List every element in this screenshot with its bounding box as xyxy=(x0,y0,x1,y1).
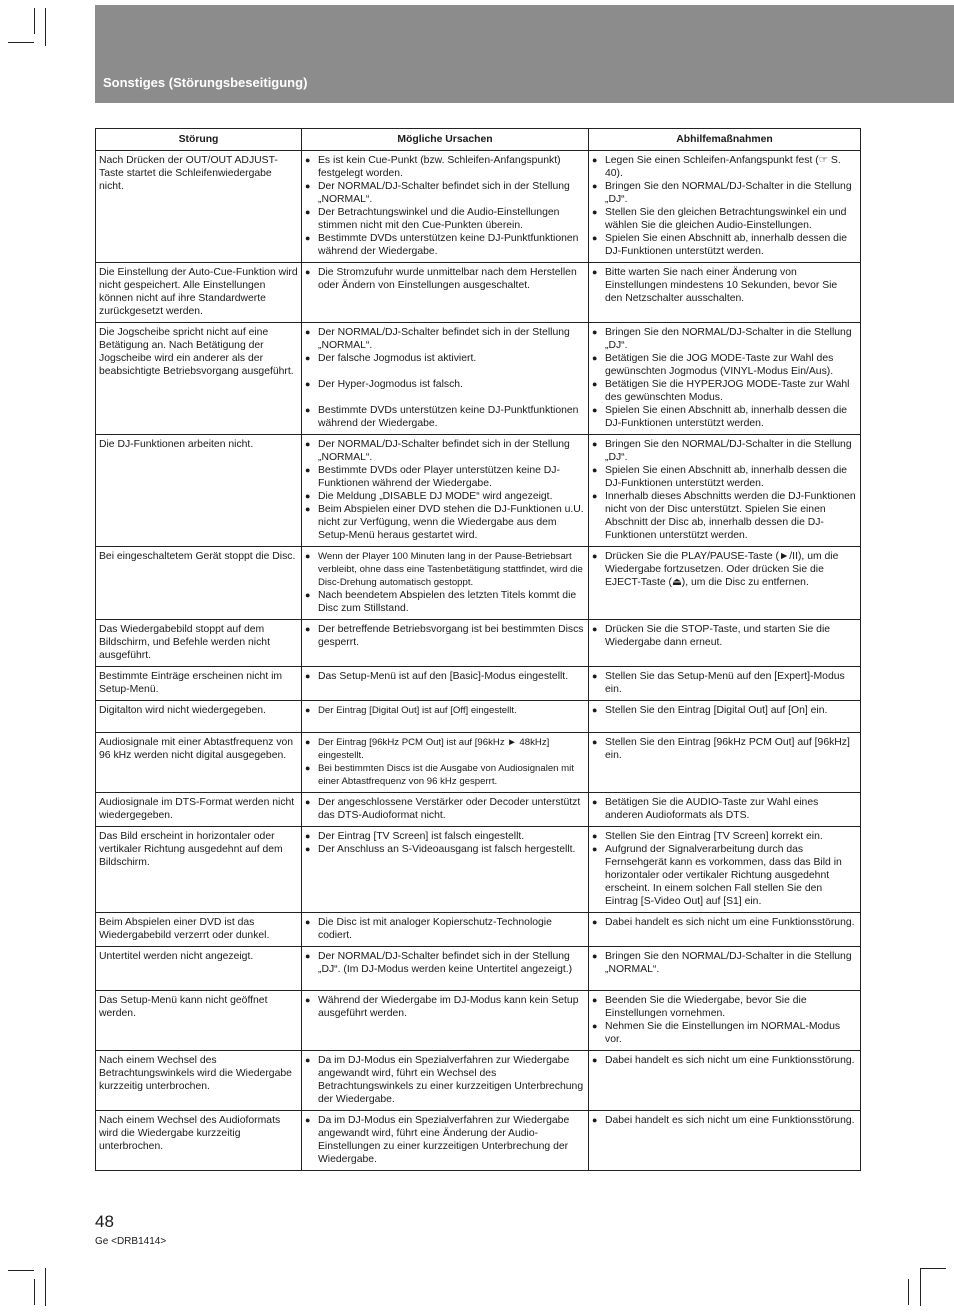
remedies-cell xyxy=(589,323,861,435)
crop-mark xyxy=(8,1270,34,1271)
causes-cell xyxy=(302,547,589,620)
remedy-item: ● Bitte warten Sie nach einer Änderung von Einstellungen mindestens 10 Sekunden, bevor Sie den Netzschalter ausschalten. xyxy=(592,266,857,305)
remedy-item: ● Nehmen Sie die Einstellungen im NORMAL-Modus vor. xyxy=(592,1020,857,1046)
remedies-cell xyxy=(589,913,861,947)
crop-mark xyxy=(45,1268,46,1306)
causes-cell xyxy=(302,701,589,733)
problem-cell: Bestimmte Einträge erscheinen nicht im Setup-Menü. xyxy=(96,667,302,701)
cause-item: ● Der angeschlossene Verstärker oder Decoder unterstützt das DTS-Audioformat nicht. xyxy=(305,796,585,822)
remedies-cell xyxy=(589,667,861,701)
remedies-cell xyxy=(589,793,861,827)
remedies-cell xyxy=(589,1051,861,1111)
crop-mark xyxy=(34,8,35,34)
remedy-item: ● Betätigen Sie die JOG MODE-Taste zur Wahl des gewünschten Jogmodus (VINYL-Modus Ein/Aus). xyxy=(592,352,857,378)
remedy-item: ● Stellen Sie den Eintrag [TV Screen] korrekt ein. xyxy=(592,830,857,843)
remedies-cell xyxy=(589,620,861,667)
problem-cell: Nach Drücken der OUT/OUT ADJUST-Taste startet die Schleifenwiedergabe nicht. xyxy=(96,151,302,263)
table-row xyxy=(96,263,861,323)
remedy-item: ● Spielen Sie einen Abschnitt ab, innerhalb dessen die DJ-Funktionen unterstützt werden. xyxy=(592,232,857,258)
remedy-item: ● Stellen Sie den gleichen Betrachtungswinkel ein und wählen Sie die gleichen Audio-Einstellungen. xyxy=(592,206,857,232)
remedies-cell xyxy=(589,151,861,263)
problem-cell: Audiosignale im DTS-Format werden nicht wiedergegeben. xyxy=(96,793,302,827)
crop-mark xyxy=(8,42,34,43)
problem-cell: Nach einem Wechsel des Audioformats wird die Wiedergabe kurzzeitig unterbrochen. xyxy=(96,1111,302,1171)
cause-item: ● Der Eintrag [TV Screen] ist falsch eingestellt. xyxy=(305,830,585,843)
remedy-item: ● Dabei handelt es sich nicht um eine Funktionsstörung. xyxy=(592,1054,857,1067)
cause-item: ● Da im DJ-Modus ein Spezialverfahren zur Wiedergabe angewandt wird, führt eine Änderung der Audio-Einstellungen zu einer kurzzeitigen Unterbrechung der Wiedergabe. xyxy=(305,1114,585,1166)
causes-cell xyxy=(302,827,589,913)
remedy-item: ● Legen Sie einen Schleifen-Anfangspunkt fest (☞ S. 40). xyxy=(592,154,857,180)
table-row xyxy=(96,1051,861,1111)
remedy-item: ● Drücken Sie die PLAY/PAUSE-Taste (►/II), um die Wiedergabe fortzusetzen. Oder drücken Sie die EJECT-Taste (⏏), um die Disc zu entfernen. xyxy=(592,550,857,589)
remedies-cell xyxy=(589,1111,861,1171)
causes-cell xyxy=(302,1051,589,1111)
cause-item: ● Der NORMAL/DJ-Schalter befindet sich in der Stellung „DJ“. (Im DJ-Modus werden keine Untertitel angezeigt.) xyxy=(305,950,585,976)
problem-cell: Nach einem Wechsel des Betrachtungswinkels wird die Wiedergabe kurzzeitig unterbrochen. xyxy=(96,1051,302,1111)
causes-cell xyxy=(302,793,589,827)
cause-item: ● Die Disc ist mit analoger Kopierschutz-Technologie codiert. xyxy=(305,916,585,942)
problem-cell: Bei eingeschaltetem Gerät stoppt die Disc. xyxy=(96,547,302,620)
cause-item: ● Der Eintrag [96kHz PCM Out] ist auf [96kHz ► 48kHz] eingestellt. xyxy=(305,736,585,762)
remedy-item: ● Stellen Sie das Setup-Menü auf den [Expert]-Modus ein. xyxy=(592,670,857,696)
problem-cell: Digitalton wird nicht wiedergegeben. xyxy=(96,701,302,733)
table-row xyxy=(96,991,861,1051)
table-row xyxy=(96,913,861,947)
column-header-causes: Mögliche Ursachen xyxy=(302,129,589,151)
remedy-item: ● Dabei handelt es sich nicht um eine Funktionsstörung. xyxy=(592,1114,857,1127)
remedies-cell xyxy=(589,263,861,323)
table-row xyxy=(96,667,861,701)
crop-mark xyxy=(908,1279,909,1305)
problem-cell: Das Bild erscheint in horizontaler oder vertikaler Richtung ausgedehnt auf dem Bildschirm. xyxy=(96,827,302,913)
document-code: Ge <DRB1414> xyxy=(95,1236,167,1247)
causes-cell xyxy=(302,151,589,263)
remedies-cell xyxy=(589,947,861,991)
table-row xyxy=(96,547,861,620)
remedy-item: ● Bringen Sie den NORMAL/DJ-Schalter in die Stellung „DJ“. xyxy=(592,326,857,352)
table-header-row xyxy=(96,129,861,151)
table-row xyxy=(96,620,861,667)
causes-cell xyxy=(302,733,589,793)
problem-cell: Die DJ-Funktionen arbeiten nicht. xyxy=(96,435,302,547)
remedies-cell xyxy=(589,827,861,913)
cause-item: ● Nach beendetem Abspielen des letzten Titels kommt die Disc zum Stillstand. xyxy=(305,589,585,615)
cause-item: ● Der Eintrag [Digital Out] ist auf [Off] eingestellt. xyxy=(305,704,585,717)
remedies-cell xyxy=(589,435,861,547)
causes-cell xyxy=(302,947,589,991)
problem-cell: Die Einstellung der Auto-Cue-Funktion wird nicht gespeichert. Alle Einstellungen können nicht auf ihre Standardwerte zurückgesetzt werden. xyxy=(96,263,302,323)
cause-item: ● Der NORMAL/DJ-Schalter befindet sich in der Stellung „NORMAL“. xyxy=(305,438,585,464)
problem-cell: Untertitel werden nicht angezeigt. xyxy=(96,947,302,991)
causes-cell xyxy=(302,913,589,947)
problem-cell: Beim Abspielen einer DVD ist das Wiedergabebild verzerrt oder dunkel. xyxy=(96,913,302,947)
table-row xyxy=(96,701,861,733)
problem-cell: Das Setup-Menü kann nicht geöffnet werden. xyxy=(96,991,302,1051)
remedies-cell xyxy=(589,991,861,1051)
cause-item: ● Der Anschluss an S-Videoausgang ist falsch hergestellt. xyxy=(305,843,585,856)
cause-item: ● Der falsche Jogmodus ist aktiviert. xyxy=(305,352,585,365)
cause-item: ● Der NORMAL/DJ-Schalter befindet sich in der Stellung „NORMAL“. xyxy=(305,326,585,352)
column-header-problem: Störung xyxy=(96,129,302,151)
cause-item: ● Bestimmte DVDs unterstützen keine DJ-Punktfunktionen während der Wiedergabe. xyxy=(305,232,585,258)
causes-cell xyxy=(302,667,589,701)
causes-cell xyxy=(302,323,589,435)
cause-item: ● Es ist kein Cue-Punkt (bzw. Schleifen-Anfangspunkt) festgelegt worden. xyxy=(305,154,585,180)
table-row xyxy=(96,733,861,793)
crop-mark xyxy=(920,1268,921,1306)
cause-item: ● Der NORMAL/DJ-Schalter befindet sich in der Stellung „NORMAL“. xyxy=(305,180,585,206)
table-row xyxy=(96,323,861,435)
cause-item: ● Beim Abspielen einer DVD stehen die DJ-Funktionen u.U. nicht zur Verfügung, wenn die Wiedergabe aus dem Setup-Menü heraus gestartet wird. xyxy=(305,503,585,542)
cause-item: ● Da im DJ-Modus ein Spezialverfahren zur Wiedergabe angewandt wird, führt ein Wechsel des Betrachtungswinkels zu einer kurzzeitigen Unterbrechung der Wiedergabe. xyxy=(305,1054,585,1106)
causes-cell xyxy=(302,263,589,323)
column-header-remedies: Abhilfemaßnahmen xyxy=(589,129,861,151)
remedy-item: ● Dabei handelt es sich nicht um eine Funktionsstörung. xyxy=(592,916,857,929)
causes-cell xyxy=(302,620,589,667)
table-row xyxy=(96,151,861,263)
remedy-item: ● Stellen Sie den Eintrag [96kHz PCM Out] auf [96kHz] ein. xyxy=(592,736,857,762)
remedy-item: ● Beenden Sie die Wiedergabe, bevor Sie die Einstellungen vornehmen. xyxy=(592,994,857,1020)
remedy-item: ● Spielen Sie einen Abschnitt ab, innerhalb dessen die DJ-Funktionen unterstützt werden. xyxy=(592,404,857,430)
causes-cell xyxy=(302,1111,589,1171)
causes-cell xyxy=(302,991,589,1051)
remedies-cell xyxy=(589,701,861,733)
cause-item: ● Bei bestimmten Discs ist die Ausgabe von Audiosignalen mit einer Abtastfrequenz von 96 kHz gesperrt. xyxy=(305,762,585,788)
crop-mark xyxy=(45,8,46,46)
remedy-item: ● Drücken Sie die STOP-Taste, und starten Sie die Wiedergabe dann erneut. xyxy=(592,623,857,649)
cause-item: ● Bestimmte DVDs unterstützen keine DJ-Punktfunktionen während der Wiedergabe. xyxy=(305,404,585,430)
remedy-item: ● Spielen Sie einen Abschnitt ab, innerhalb dessen die DJ-Funktionen unterstützt werden. xyxy=(592,464,857,490)
cause-item: ● Der Betrachtungswinkel und die Audio-Einstellungen stimmen nicht mit den Cue-Punkten überein. xyxy=(305,206,585,232)
problem-cell: Die Jogscheibe spricht nicht auf eine Betätigung an. Nach Betätigung der Jogscheibe wird ein anderer als der beabsichtigte Betriebsvorgang ausgeführt. xyxy=(96,323,302,435)
problem-cell: Das Wiedergabebild stoppt auf dem Bildschirm, und Befehle werden nicht ausgeführt. xyxy=(96,620,302,667)
cause-item: ● Der betreffende Betriebsvorgang ist bei bestimmten Discs gesperrt. xyxy=(305,623,585,649)
cause-item: ● Das Setup-Menü ist auf den [Basic]-Modus eingestellt. xyxy=(305,670,585,683)
cause-item: ● Während der Wiedergabe im DJ-Modus kann kein Setup ausgeführt werden. xyxy=(305,994,585,1020)
section-title: Sonstiges (Störungsbeseitigung) xyxy=(103,75,308,90)
remedy-item: ● Innerhalb dieses Abschnitts werden die DJ-Funktionen nicht von der Disc unterstützt. Spielen Sie einen Abschnitt der Disc ab, innerhalb dessen die DJ-Funktionen unterstützt werden. xyxy=(592,490,857,542)
page-number: 48 xyxy=(95,1212,114,1231)
cause-item: ● Die Meldung „DISABLE DJ MODE“ wird angezeigt. xyxy=(305,490,585,503)
table-row xyxy=(96,1111,861,1171)
troubleshooting-table xyxy=(95,128,861,1171)
remedies-cell xyxy=(589,733,861,793)
causes-cell xyxy=(302,435,589,547)
remedy-item: ● Aufgrund der Signalverarbeitung durch das Fernsehgerät kann es vorkommen, dass das Bild in horizontaler oder vertikaler Richtung ausgedehnt erscheint. In einem solchen Fall stellen Sie den Eintrag [S-Video Out] auf [S1] ein. xyxy=(592,843,857,908)
remedies-cell xyxy=(589,547,861,620)
remedy-item: ● Stellen Sie den Eintrag [Digital Out] auf [On] ein. xyxy=(592,704,857,717)
remedy-item: ● Betätigen Sie die AUDIO-Taste zur Wahl eines anderen Audioformats als DTS. xyxy=(592,796,857,822)
crop-mark xyxy=(920,1268,946,1269)
table-row xyxy=(96,793,861,827)
table-row xyxy=(96,827,861,913)
crop-mark xyxy=(34,1279,35,1305)
cause-item: ● Bestimmte DVDs oder Player unterstützen keine DJ-Funktionen während der Wiedergabe. xyxy=(305,464,585,490)
cause-item: ● Der Hyper-Jogmodus ist falsch. xyxy=(305,378,585,391)
cause-item: ● Wenn der Player 100 Minuten lang in der Pause-Betriebsart verbleibt, ohne dass eine Tastenbetätigung stattfindet, wird die Disc-Drehung automatisch gestoppt. xyxy=(305,550,585,589)
table-row xyxy=(96,947,861,991)
remedy-item: ● Bringen Sie den NORMAL/DJ-Schalter in die Stellung „NORMAL“. xyxy=(592,950,857,976)
problem-cell: Audiosignale mit einer Abtastfrequenz von 96 kHz werden nicht digital ausgegeben. xyxy=(96,733,302,793)
remedy-item: ● Betätigen Sie die HYPERJOG MODE-Taste zur Wahl des gewünschten Modus. xyxy=(592,378,857,404)
cause-item: ● Die Stromzufuhr wurde unmittelbar nach dem Herstellen oder Ändern von Einstellungen ausgeschaltet. xyxy=(305,266,585,292)
remedy-item: ● Bringen Sie den NORMAL/DJ-Schalter in die Stellung „DJ“. xyxy=(592,438,857,464)
remedy-item: ● Bringen Sie den NORMAL/DJ-Schalter in die Stellung „DJ“. xyxy=(592,180,857,206)
table-row xyxy=(96,435,861,547)
